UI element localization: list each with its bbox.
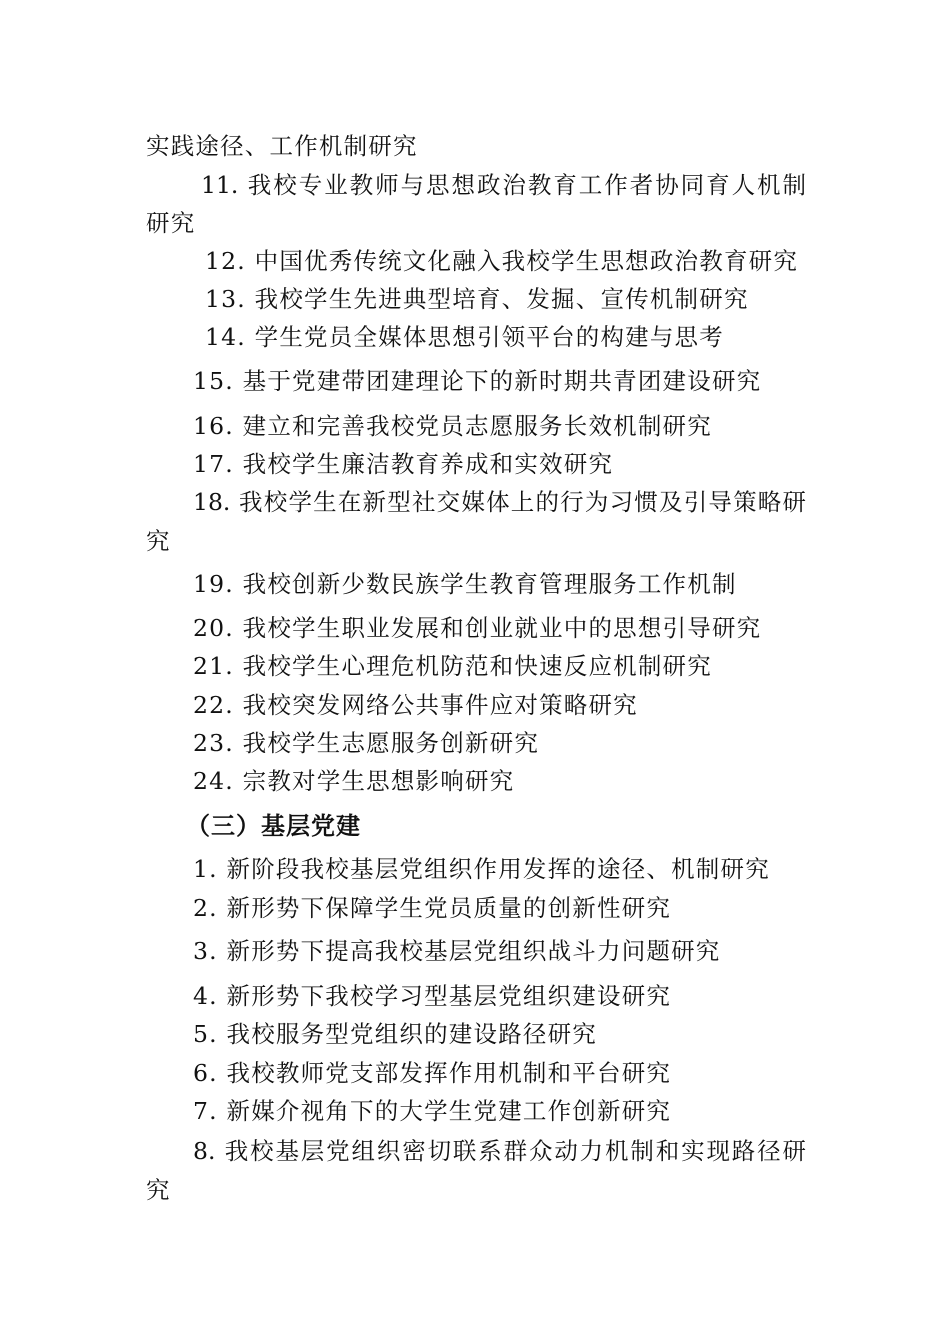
- section-3-item-6: 6. 我校教师党支部发挥作用机制和平台研究: [193, 1059, 672, 1087]
- item-14: 14. 学生党员全媒体思想引领平台的构建与思考: [205, 323, 724, 351]
- item-19: 19. 我校创新少数民族学生教育管理服务工作机制: [193, 570, 737, 598]
- item-12: 12. 中国优秀传统文化融入我校学生思想政治教育研究: [205, 247, 799, 275]
- section-3-item-8-line-1: 8. 我校基层党组织密切联系群众动力机制和实现路径研: [193, 1137, 806, 1165]
- item-10-continuation: 实践途径、工作机制研究: [146, 132, 418, 160]
- item-17: 17. 我校学生廉洁教育养成和实效研究: [193, 450, 614, 478]
- item-23: 23. 我校学生志愿服务创新研究: [193, 729, 540, 757]
- section-3-item-2: 2. 新形势下保障学生党员质量的创新性研究: [193, 894, 672, 922]
- item-20: 20. 我校学生职业发展和创业就业中的思想引导研究: [193, 614, 762, 642]
- item-13: 13. 我校学生先进典型培育、发掘、宣传机制研究: [205, 285, 749, 313]
- item-11-line-2: 研究: [146, 209, 196, 237]
- item-22: 22. 我校突发网络公共事件应对策略研究: [193, 691, 638, 719]
- section-3-item-5: 5. 我校服务型党组织的建设路径研究: [193, 1020, 597, 1048]
- section-heading-grassroots-party-building: （三）基层党建: [186, 812, 361, 840]
- item-18-line-1: 18. 我校学生在新型社交媒体上的行为习惯及引导策略研: [193, 488, 806, 516]
- item-16: 16. 建立和完善我校党员志愿服务长效机制研究: [193, 412, 712, 440]
- section-3-item-3: 3. 新形势下提高我校基层党组织战斗力问题研究: [193, 937, 721, 965]
- section-3-item-4: 4. 新形势下我校学习型基层党组织建设研究: [193, 982, 672, 1010]
- section-3-item-1: 1. 新阶段我校基层党组织作用发挥的途径、机制研究: [193, 855, 770, 883]
- item-18-line-2: 究: [146, 527, 171, 555]
- item-21: 21. 我校学生心理危机防范和快速反应机制研究: [193, 652, 712, 680]
- section-3-item-7: 7. 新媒介视角下的大学生党建工作创新研究: [193, 1097, 672, 1125]
- section-3-item-8-line-2: 究: [146, 1176, 171, 1204]
- item-11-text: 11. 我校专业教师与思想政治教育工作者协同育人机制: [201, 171, 806, 199]
- item-24: 24. 宗教对学生思想影响研究: [193, 767, 515, 795]
- item-15: 15. 基于党建带团建理论下的新时期共青团建设研究: [193, 367, 762, 395]
- item-11-line-1: [146, 168, 806, 202]
